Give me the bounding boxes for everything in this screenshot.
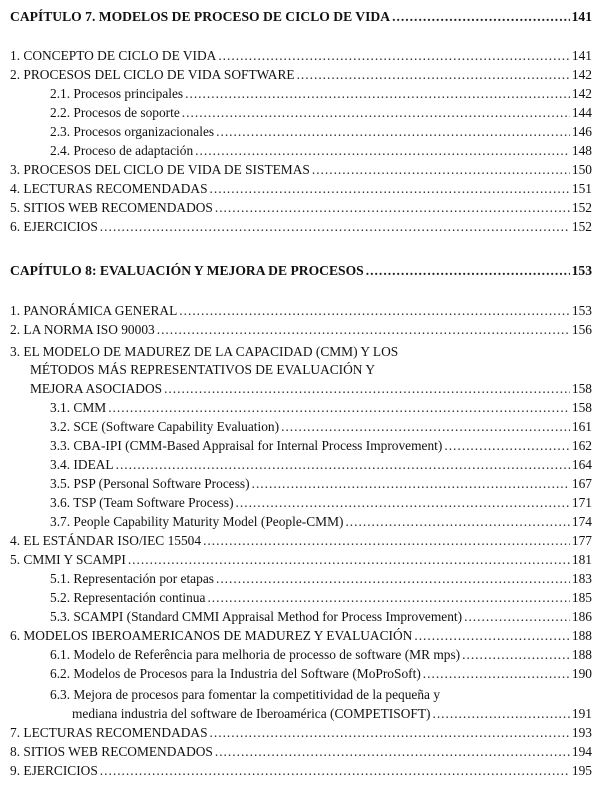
dot-leader [218, 48, 570, 64]
dot-leader [203, 533, 570, 549]
page-number: 164 [571, 457, 592, 472]
toc-subentry [10, 476, 592, 492]
page-number: 148 [571, 143, 592, 158]
page-number: 186 [571, 609, 592, 624]
dot-leader [216, 571, 570, 587]
dot-leader [128, 552, 570, 568]
toc-entry [10, 533, 592, 549]
page-number: 152 [571, 200, 592, 215]
dot-leader [157, 322, 570, 338]
entry-text: 2.3. Procesos organizacionales [50, 124, 215, 139]
toc-entry [30, 381, 592, 397]
toc-subentry [10, 666, 592, 682]
page-number: 153 [571, 303, 592, 318]
page-number: 167 [571, 476, 592, 491]
page-number: 161 [571, 419, 592, 434]
dot-leader [116, 457, 570, 473]
entry-text: 3. PROCESOS DEL CICLO DE VIDA DE SISTEMAS [10, 162, 310, 177]
entry-text: 9. EJERCICIOS [10, 763, 98, 778]
dot-leader [392, 9, 570, 25]
entry-text: 2.2. Procesos de soporte [50, 105, 180, 120]
entry-text: 3.2. SCE (Software Capability Evaluation) [50, 419, 280, 434]
dot-leader [100, 763, 570, 779]
toc-subentry [72, 706, 592, 722]
toc-subentry [10, 400, 592, 416]
dot-leader [164, 381, 570, 397]
entry-text: 5. SITIOS WEB RECOMENDADOS [10, 200, 213, 215]
page-number: 171 [571, 495, 592, 510]
toc-subentry [10, 86, 592, 102]
dot-leader [185, 86, 570, 102]
dot-leader [179, 303, 570, 319]
toc-entry [10, 322, 592, 338]
entry-text: 8. SITIOS WEB RECOMENDADOS [10, 744, 213, 759]
dot-leader [210, 725, 570, 741]
entry-text: 6.1. Modelo de Referência para melhoria de processo de software (MR mps) [50, 647, 461, 662]
toc-entry [10, 219, 592, 235]
toc-subentry [10, 571, 592, 587]
chapter-heading [10, 9, 592, 25]
entry-text: 5.3. SCAMPI (Standard CMMI Appraisal Method for Process Improvement) [50, 609, 463, 624]
page-number: 177 [571, 533, 592, 548]
dot-leader [252, 476, 570, 492]
entry-text: 2. LA NORMA ISO 90003 [10, 322, 155, 337]
toc-subentry [10, 457, 592, 473]
entry-text: mediana industria del software de Iberoamérica (COMPETISOFT) [72, 706, 431, 721]
toc-entry-line: 6.3. Mejora de procesos para fomentar la competitividad de la pequeña y [50, 687, 441, 702]
page-number: 188 [571, 647, 592, 662]
dot-leader [215, 200, 570, 216]
chapter-title: CAPÍTULO 7. MODELOS DE PROCESO DE CICLO DE VIDA [10, 9, 391, 24]
dot-leader [236, 495, 570, 511]
page-number: 183 [571, 571, 592, 586]
chapter-title: CAPÍTULO 8: EVALUACIÓN Y MEJORA DE PROCESOS [10, 263, 364, 278]
dot-leader [423, 666, 570, 682]
entry-text: 2.4. Proceso de adaptación [50, 143, 194, 158]
dot-leader [462, 647, 570, 663]
page-number: 195 [571, 763, 592, 778]
page-number: 194 [571, 744, 592, 759]
dot-leader [414, 628, 570, 644]
entry-text: 7. LECTURAS RECOMENDADAS [10, 725, 208, 740]
toc-entry [10, 763, 592, 779]
toc-subentry [10, 438, 592, 454]
entry-text: MEJORA ASOCIADOS [30, 381, 163, 396]
dot-leader [215, 744, 570, 760]
toc-entry [10, 200, 592, 216]
toc-subentry [10, 590, 592, 606]
dot-leader [108, 400, 570, 416]
page-number: 141 [571, 48, 592, 63]
entry-text: 2.1. Procesos principales [50, 86, 184, 101]
entry-text: 1. PANORÁMICA GENERAL [10, 303, 178, 318]
page-number: 150 [571, 162, 592, 177]
chapter-heading [10, 263, 592, 279]
page-number: 193 [571, 725, 592, 740]
entry-text: 3.4. IDEAL [50, 457, 114, 472]
toc-subentry [10, 419, 592, 435]
toc-subentry [10, 124, 592, 140]
entry-text: 3.7. People Capability Maturity Model (People-CMM) [50, 514, 344, 529]
toc-subentry [10, 495, 592, 511]
entry-text: 3.3. CBA-IPI (CMM-Based Appraisal for Internal Process Improvement) [50, 438, 443, 453]
entry-text: 6. MODELOS IBEROAMERICANOS DE MADUREZ Y EVALUACIÓN [10, 628, 413, 643]
page-number: 174 [571, 514, 592, 529]
page-number: 188 [571, 628, 592, 643]
entry-text: 6.2. Modelos de Procesos para la Industria del Software (MoProSoft) [50, 666, 421, 681]
entry-text: 3.1. CMM [50, 400, 107, 415]
toc-entry [10, 48, 592, 64]
toc-entry [10, 552, 592, 568]
page-number: 142 [571, 86, 592, 101]
toc-entry [10, 181, 592, 197]
entry-text: 1. CONCEPTO DE CICLO DE VIDA [10, 48, 217, 63]
entry-text: 2. PROCESOS DEL CICLO DE VIDA SOFTWARE [10, 67, 295, 82]
page-number: 158 [571, 400, 592, 415]
toc-entry-line: 3. EL MODELO DE MADUREZ DE LA CAPACIDAD (CMM) Y LOS [10, 344, 399, 359]
entry-text: 3.5. PSP (Personal Software Process) [50, 476, 250, 491]
page-number: 144 [571, 105, 592, 120]
entry-text: 6. EJERCICIOS [10, 219, 98, 234]
page-number: 185 [571, 590, 592, 605]
page-number: 156 [571, 322, 592, 337]
dot-leader [366, 263, 570, 279]
entry-text: 4. EL ESTÁNDAR ISO/IEC 15504 [10, 533, 202, 548]
entry-text: 3.6. TSP (Team Software Process) [50, 495, 234, 510]
dot-leader [182, 105, 570, 121]
page-number: 146 [571, 124, 592, 139]
toc-entry [10, 303, 592, 319]
dot-leader [432, 706, 569, 722]
toc-subentry [10, 143, 592, 159]
entry-text: 5.1. Representación por etapas [50, 571, 214, 586]
dot-leader [464, 609, 570, 625]
dot-leader [216, 124, 570, 140]
page-number: 152 [571, 219, 592, 234]
dot-leader [100, 219, 570, 235]
toc-entry [10, 744, 592, 760]
page-number: 141 [571, 9, 592, 24]
toc-entry [10, 628, 592, 644]
toc-subentry [10, 105, 592, 121]
toc-subentry [10, 514, 592, 530]
dot-leader [207, 590, 569, 606]
entry-text: 5. CMMI Y SCAMPI [10, 552, 126, 567]
dot-leader [281, 419, 570, 435]
page-number: 191 [571, 706, 592, 721]
toc-entry [10, 67, 592, 83]
toc-entry [10, 162, 592, 178]
dot-leader [297, 67, 570, 83]
page-number: 153 [571, 263, 592, 278]
page-number: 181 [571, 552, 592, 567]
toc-subentry [10, 647, 592, 663]
page-number: 158 [571, 381, 592, 396]
page-number: 190 [571, 666, 592, 681]
toc-entry [10, 725, 592, 741]
page-number: 162 [571, 438, 592, 453]
entry-text: 4. LECTURAS RECOMENDADAS [10, 181, 208, 196]
entry-text: 5.2. Representación continua [50, 590, 206, 605]
dot-leader [195, 143, 570, 159]
dot-leader [210, 181, 570, 197]
toc-subentry [10, 609, 592, 625]
toc-entry-line: MÉTODOS MÁS REPRESENTATIVOS DE EVALUACIÓN Y [30, 362, 375, 377]
dot-leader [345, 514, 569, 530]
page-number: 142 [571, 67, 592, 82]
page-number: 151 [571, 181, 592, 196]
dot-leader [312, 162, 570, 178]
dot-leader [444, 438, 570, 454]
